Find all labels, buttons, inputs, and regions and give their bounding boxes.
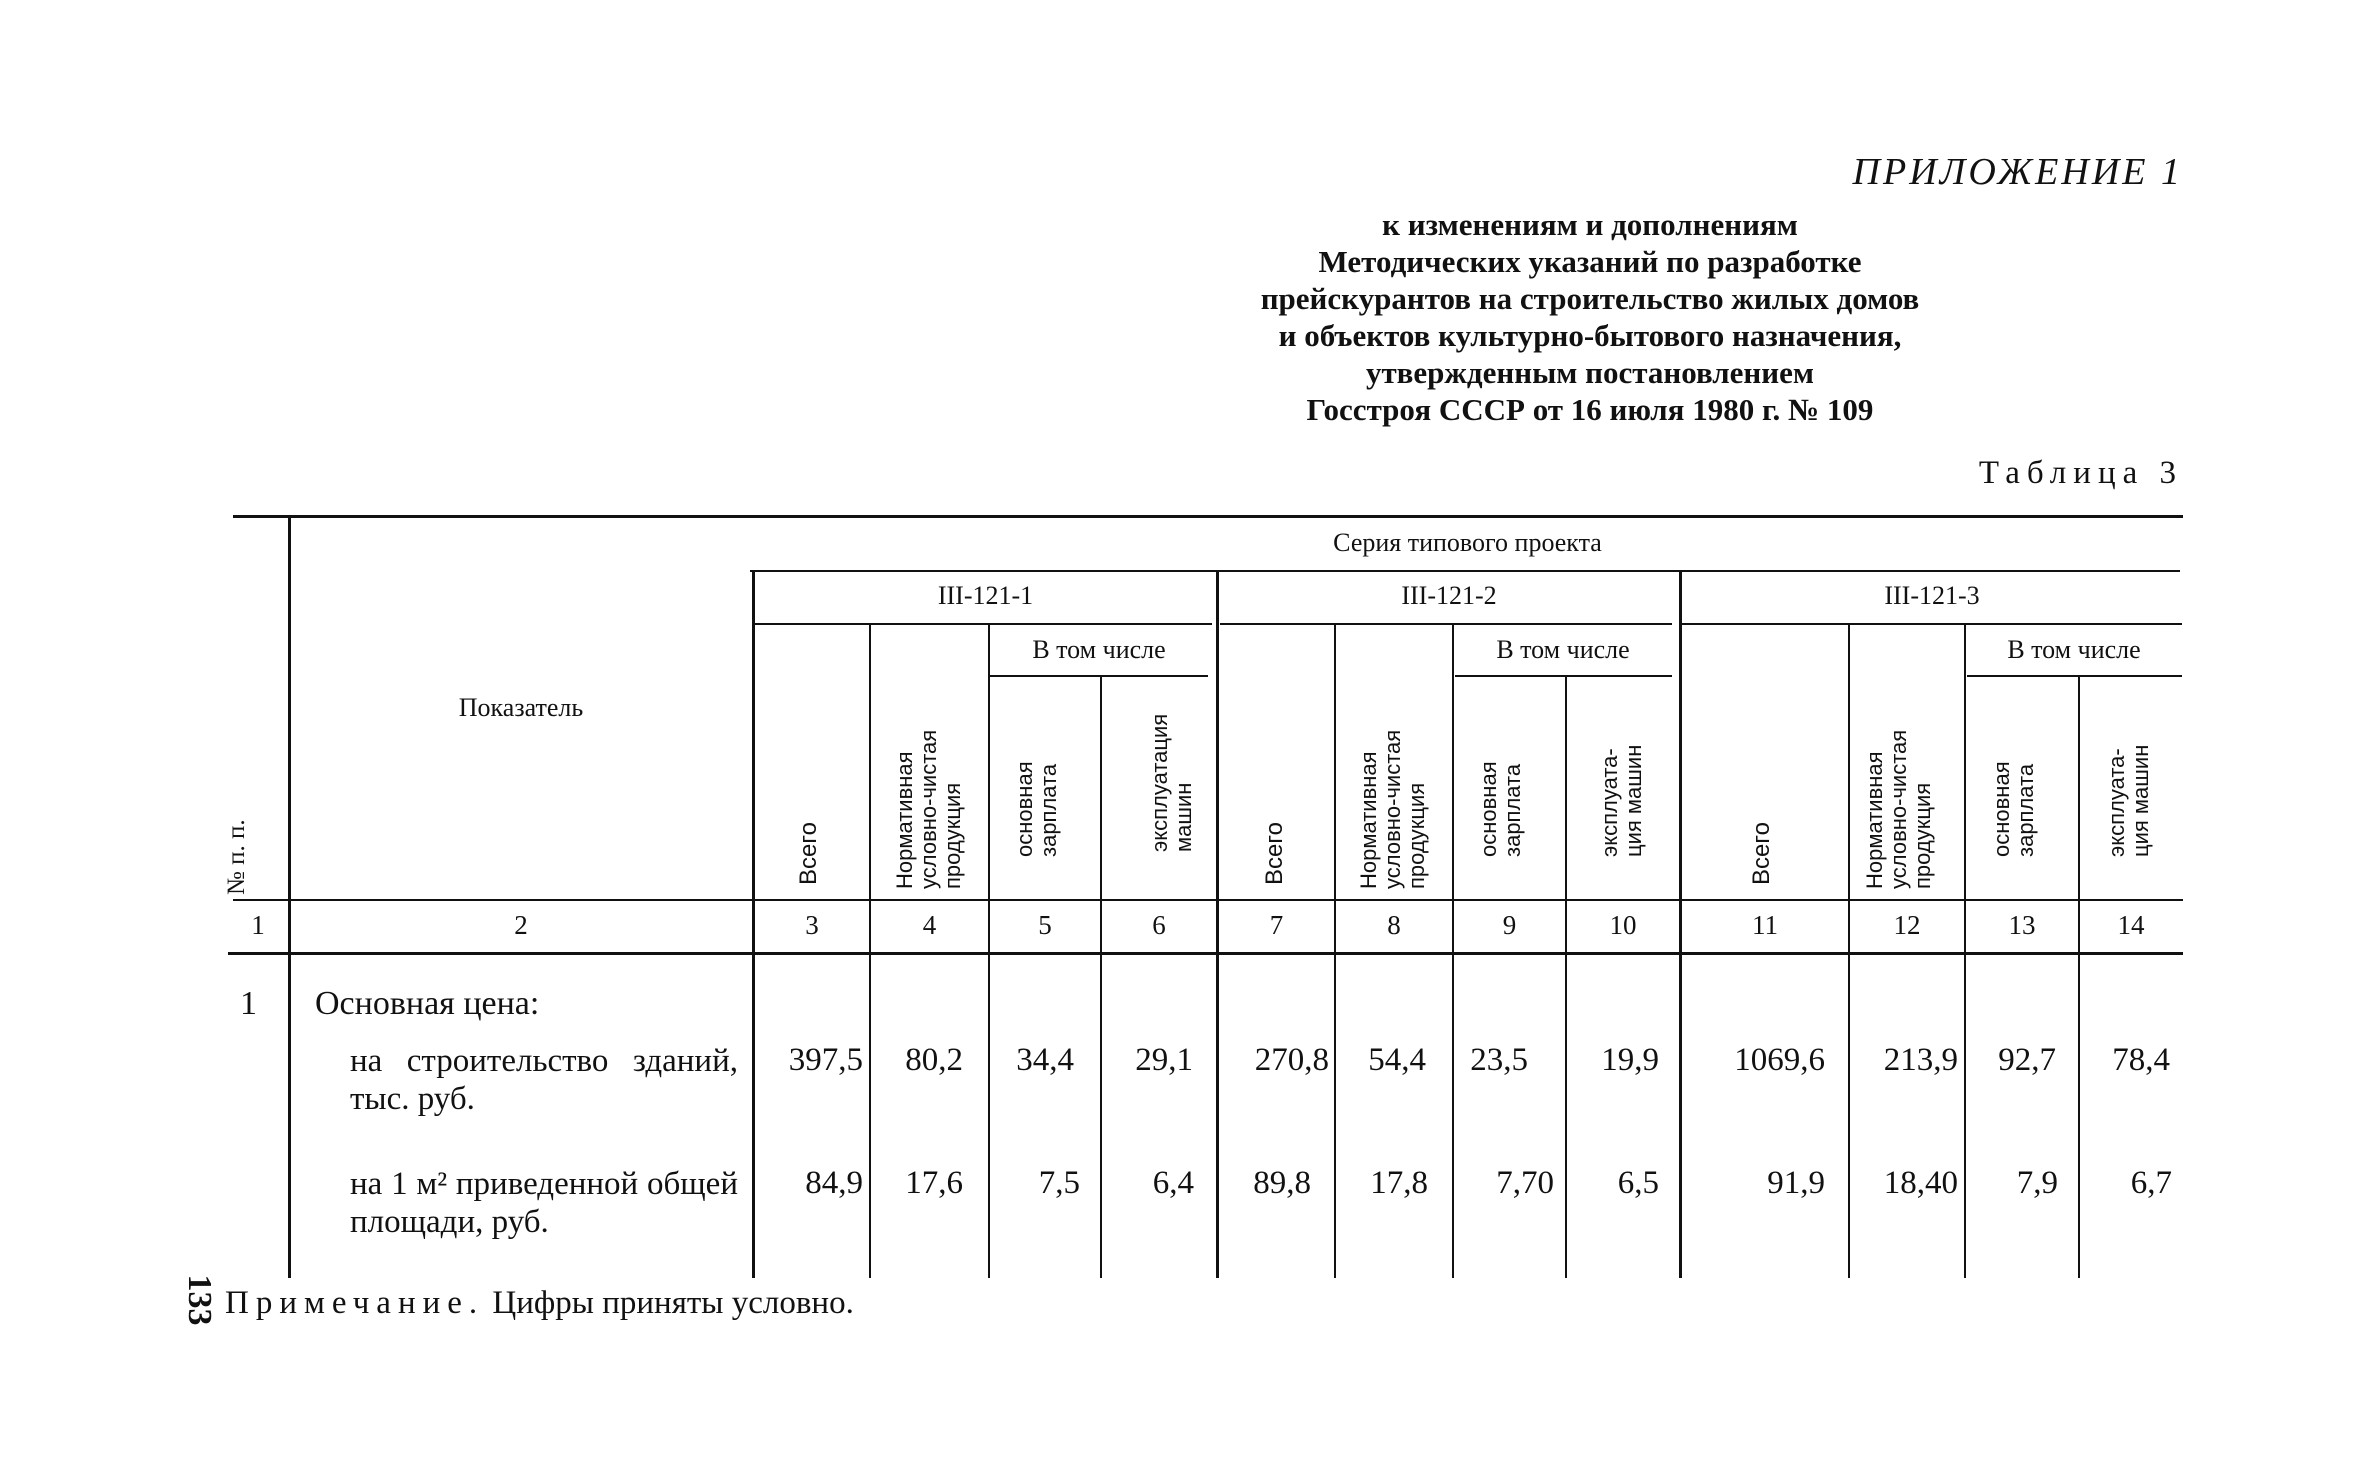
col-wage-header: основная зарплата (1989, 761, 2038, 857)
value-cell: 78,4 (2112, 1042, 2170, 1078)
value-cell: 29,1 (1135, 1042, 1193, 1078)
col-indicator-header: Показатель (458, 693, 584, 722)
col-total-header: Всего (795, 822, 822, 885)
row-sub1-label: на строительство зданий, тыс. руб. (350, 1043, 738, 1117)
col-index: 7 (1269, 910, 1284, 940)
value-cell: 397,5 (788, 1042, 863, 1078)
including-3-rule (1967, 675, 2182, 677)
series-1-name: III-121-1 (937, 581, 1034, 610)
col-total-header: Всего (1261, 822, 1288, 885)
col-divider (288, 518, 291, 1278)
table-label: Таблица 3 (1978, 455, 2183, 491)
series-2-name: III-121-2 (1401, 581, 1497, 610)
group-header: Серия типового проекта (1333, 528, 1602, 557)
value-cell: 213,9 (1883, 1042, 1958, 1078)
col-index: 13 (2008, 910, 2036, 940)
col-wage-header: основная зарплата (1012, 761, 1061, 857)
value-cell: 6,5 (1617, 1165, 1659, 1201)
note-label: Примечание. (225, 1285, 485, 1321)
including-header-2: В том числе (1496, 635, 1630, 664)
including-2-rule (1455, 675, 1672, 677)
value-cell: 92,7 (1998, 1042, 2056, 1078)
caption-line: утвержденным постановлением (1365, 355, 1815, 390)
header-bottom-rule (233, 899, 2183, 901)
including-header-1: В том числе (1032, 635, 1166, 664)
value-cell: 34,4 (1016, 1042, 1074, 1078)
caption-line: и объектов культурно-бытового назначения, (1278, 318, 1902, 353)
col-index: 9 (1502, 910, 1517, 940)
col-index: 2 (514, 910, 528, 940)
row-title: Основная цена: (315, 985, 540, 1022)
row-number: 1 (240, 985, 257, 1022)
caption-line: Методических указаний по разработке (1318, 244, 1862, 279)
value-cell: 91,9 (1767, 1165, 1825, 1201)
series-3-name: III-121-3 (1884, 581, 1980, 610)
value-cell: 270,8 (1254, 1042, 1329, 1078)
col-index: 10 (1609, 910, 1637, 940)
group-header-rule (750, 570, 2180, 572)
col-wage-header: основная зарплата (1476, 761, 1525, 857)
col-index: 12 (1893, 910, 1921, 940)
col-machines-header: эксплуатация машин (1147, 713, 1196, 852)
col-index: 11 (1752, 910, 1778, 940)
col-normative-header: Нормативная условно-чистая продукция (1862, 729, 1935, 889)
col-no-header: № п. п. (223, 819, 250, 895)
col-index: 3 (805, 910, 819, 940)
series-3-rule (1682, 623, 2182, 625)
row-sub2-label: на 1 м² приведенной общей площади, руб. (350, 1166, 738, 1240)
value-cell: 6,4 (1152, 1165, 1194, 1201)
table-top-rule (233, 515, 2183, 518)
value-cell: 17,8 (1370, 1165, 1428, 1201)
col-index: 1 (251, 910, 265, 940)
value-cell: 19,9 (1601, 1042, 1659, 1078)
value-cell: 80,2 (905, 1042, 963, 1078)
col-machines-header: эксплуата-ция машин (1597, 744, 1646, 857)
col-total-header: Всего (1748, 822, 1775, 885)
series-1-rule (755, 623, 1212, 625)
col-normative-header: Нормативная условно-чистая продукция (892, 729, 965, 889)
note-text: Цифры приняты условно. (492, 1285, 854, 1321)
value-cell: 7,9 (2016, 1165, 2058, 1201)
page-number: 133 (181, 1274, 218, 1326)
caption-line: Госстроя СССР от 16 июля 1980 г. № 109 (1306, 392, 1874, 427)
table-note (225, 1285, 854, 1322)
including-header-3: В том числе (2007, 635, 2141, 664)
caption-line: к изменениям и дополнениям (1382, 207, 1798, 242)
col-normative-header: Нормативная условно-чистая продукция (1356, 729, 1429, 889)
value-cell: 18,40 (1883, 1165, 1958, 1201)
col-index: 8 (1387, 910, 1401, 940)
col-machines-header: эксплуата-ция машин (2104, 744, 2153, 857)
value-cell: 23,5 (1470, 1042, 1528, 1078)
value-cell: 54,4 (1368, 1042, 1426, 1078)
col-index: 5 (1038, 910, 1052, 940)
value-cell: 89,8 (1253, 1165, 1311, 1201)
including-1-rule (990, 675, 1208, 677)
col-index: 14 (2117, 910, 2145, 940)
col-index: 6 (1152, 910, 1166, 940)
value-cell: 6,7 (2130, 1165, 2172, 1201)
value-cell: 7,5 (1038, 1165, 1080, 1201)
appendix-caption (1150, 206, 2030, 428)
value-cell: 84,9 (805, 1165, 863, 1201)
col-index: 4 (922, 910, 937, 940)
series-2-rule (1220, 623, 1672, 625)
caption-line: прейскурантов на строительство жилых домов (1260, 281, 1920, 316)
value-cell: 1069,6 (1734, 1042, 1825, 1078)
column-number-rule (228, 952, 2183, 955)
value-cell: 7,70 (1496, 1165, 1554, 1201)
value-cell: 17,6 (905, 1165, 963, 1201)
appendix-title: ПРИЛОЖЕНИЕ 1 (1852, 151, 2183, 193)
